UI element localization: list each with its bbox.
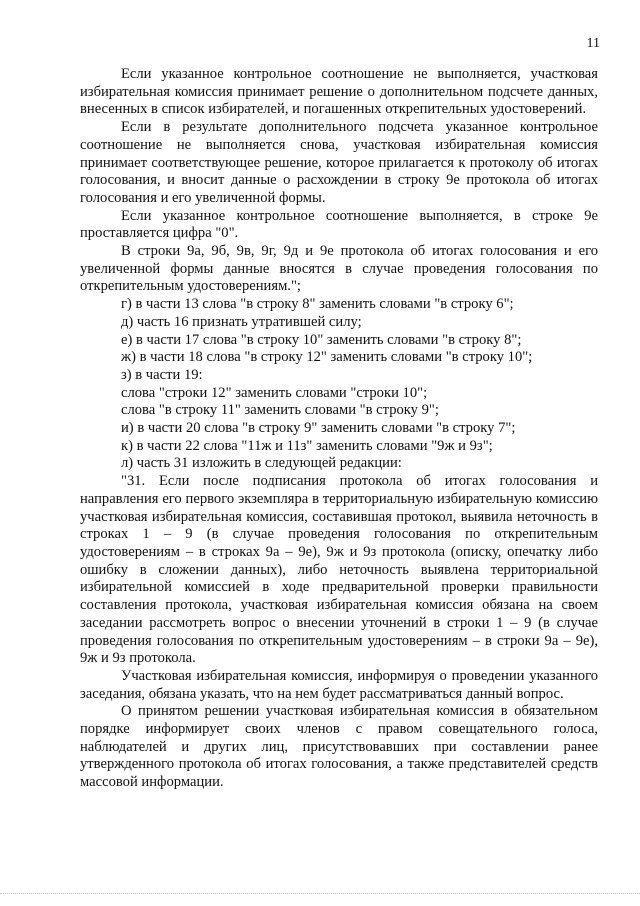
paragraph-additional-count: Если в результате дополнительного подсчета указанное контрольное соотношение не выполняется снова, участковая избирательная комиссия принимает соответствующее решение, которое прилагается к протоколу об итогах голосования, и вносит данные о расхождении в строку 9е протокола об итогах голосования и его увеличенной формы. <box>80 119 598 206</box>
document-body <box>80 66 598 792</box>
paragraph-control-ratio-met: Если указанное контрольное соотношение выполняется, в строке 9е проставляется цифра "0". <box>80 207 598 242</box>
amendment-item-z-sub-2: слова "в строку 11" заменить словами "в строку 9"; <box>121 402 439 419</box>
paragraph-meeting-notice: Участковая избирательная комиссия, информируя о проведении указанного заседания, обязана указать, что на нем будет рассматриваться данный вопрос. <box>80 667 598 702</box>
amendment-item-z: з) в части 19: <box>121 366 203 383</box>
amendment-item-zh: ж) в части 18 слова "в строку 12" заменить словами "в строку 10"; <box>121 349 533 366</box>
amendment-item-z-sub-1: слова "строки 12" заменить словами "строки 10"; <box>121 384 428 401</box>
paragraph-part-31: "31. Если после подписания протокола об итогах голосования и направления его первого экземпляра в территориальную избирательную комиссию участковая избирательная комиссия, составившая протокол, выявила неточность в строках 1 – 9 (в случае проведения голосования по открепительным удостоверениям – в строках 9а – 9е), 9ж и 9з протокола (описку, опечатку либо ошибку в сложении данных), либо неточность выявлена территориальной избирательной комиссией в ходе предварительной проверки правильности составления протокола, участковая избирательная комиссия обязана на своем заседании рассмотреть вопрос о внесении уточнений в строки 1 – 9 (в случае проведения голосования по открепительным удостоверениям – в строки 9а – 9е), 9ж и 9з протокола. <box>80 473 598 667</box>
amendment-item-k: к) в части 22 слова "11ж и 11з" заменить словами "9ж и 9з"; <box>121 437 493 454</box>
amendment-item-l: л) часть 31 изложить в следующей редакции: <box>121 455 402 472</box>
paragraph-control-ratio-not-met: Если указанное контрольное соотношение не выполняется, участковая избирательная комиссия принимает решение о дополнительном подсчете данных, внесенных в список избирателей, и погашенных открепительных удостоверений. <box>80 66 598 118</box>
paragraph-decision-informing: О принятом решении участковая избирательная комиссия в обязательном порядке информирует своих членов с правом совещательного голоса, наблюдателей и других лиц, присутствовавших при составлении ранее утвержденного протокола об итогах голосования, а также представителей средств массовой информации. <box>80 703 598 791</box>
amendment-item-g: г) в части 13 слова "в строку 8" заменить словами "в строку 6"; <box>121 296 514 313</box>
amendment-item-e: е) в части 17 слова "в строку 10" заменить словами "в строку 8"; <box>121 331 522 348</box>
scan-bottom-edge <box>0 893 640 906</box>
paragraph-lines-9a-9e: В строки 9а, 9б, 9в, 9г, 9д и 9е протокола об итогах голосования и его увеличенной формы данные вносятся в случае проведения голосования по открепительным удостоверениям."; <box>80 243 598 295</box>
page-number: 11 <box>586 36 600 51</box>
amendment-item-i: и) в части 20 слова "в строку 9" заменить словами "в строку 7"; <box>121 420 516 437</box>
amendment-item-d: д) часть 16 признать утратившей силу; <box>121 313 362 330</box>
